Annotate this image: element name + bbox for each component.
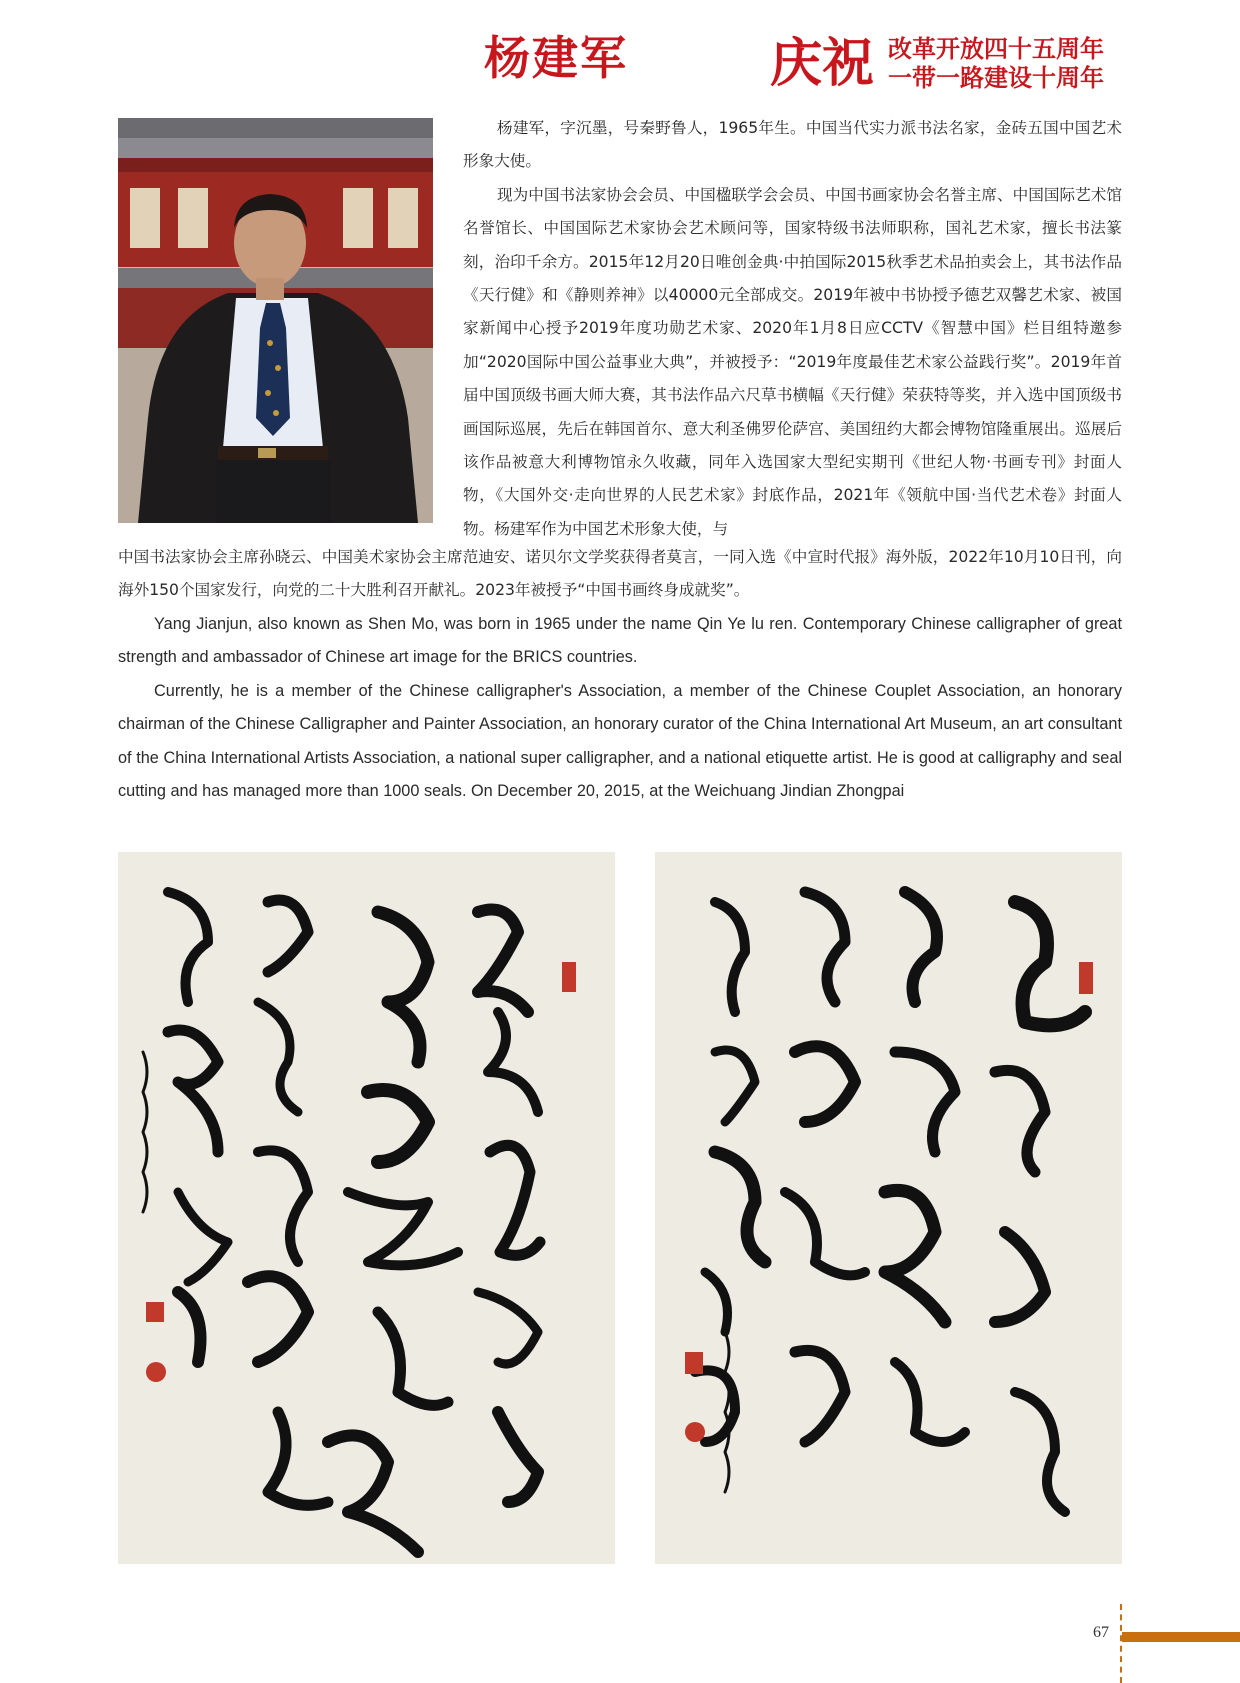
- bio-english-paragraph-2: Currently, he is a member of the Chinese calligrapher's Association, a member of the Chinese Couplet Association, an honorary chairman of the Chinese Calligrapher and Painter Association, an honorary curator of the China International Art Museum, an art consultant of the China International Artists Association, a national super calligrapher, and a national etiquette artist. He is good at calligraphy and seal cutting and has managed more than 1000 seals. On December 20, 2015, at the Weichuang Jindian Zhongpai: [118, 681, 1122, 801]
- bio-chinese-paragraph-1: 杨建军，字沉墨，号秦野鲁人，1965年生。中国当代实力派书法名家，金砖五国中国艺术形象大使。: [463, 119, 1122, 171]
- footer-divider: [1120, 1604, 1122, 1683]
- anniversary-line-1: 改革开放四十五周年: [888, 34, 1104, 63]
- anniversary-line-2: 一带一路建设十周年: [888, 63, 1104, 92]
- footer-accent-bar: [1122, 1632, 1240, 1642]
- artist-portrait-photo: [118, 118, 433, 523]
- bio-english: [118, 608, 1122, 808]
- bio-chinese-continuation: 中国书法家协会主席孙晓云、中国美术家协会主席范迪安、诺贝尔文学奖获得者莫言，一同入选《中宣时代报》海外版，2022年10月10日刊，向海外150个国家发行，向党的二十大胜利召开献礼。2023年被授予“中国书画终身成就奖”。: [118, 548, 1122, 600]
- bio-chinese-paragraph-2: 现为中国书法家协会会员、中国楹联学会会员、中国书画家协会名誉主席、中国国际艺术馆名誉馆长、中国国际艺术家协会艺术顾问等，国家特级书法师职称，国礼艺术家，擅长书法篆刻，治印千余方。2015年12月20日唯创金典·中拍国际2015秋季艺术品拍卖会上，其书法作品《天行健》和《静则养神》以40000元全部成交。2019年被中书协授予德艺双馨艺术家、被国家新闻中心授予2019年度功勋艺术家、2020年1月8日应CCTV《智慧中国》栏目组特邀参加“2020国际中国公益事业大典”，并被授予：“2019年度最佳艺术家公益践行奖”。2019年首届中国顶级书画大师大赛，其书法作品六尺草书横幅《天行健》荣获特等奖，并入选中国顶级书画国际巡展，先后在韩国首尔、意大利圣佛罗伦萨宫、美国纽约大都会博物馆隆重展出。巡展后该作品被意大利博物馆永久收藏，同年入选国家大型纪实期刊《世纪人物·书画专刊》封面人物，《大国外交·走向世界的人民艺术家》封底作品，2021年《领航中国·当代艺术卷》封面人物。杨建军作为中国艺术形象大使，与: [463, 185, 1122, 538]
- page-number: 67: [1093, 1624, 1109, 1641]
- calligraphy-artwork-left: [118, 852, 615, 1564]
- calligraphy-artwork-right: [655, 852, 1122, 1564]
- artist-name-title: 杨建军: [484, 31, 628, 85]
- bio-english-paragraph-1: Yang Jianjun, also known as Shen Mo, was born in 1965 under the name Qin Ye lu ren. Contemporary Chinese calligrapher of great strength and ambassador of Chinese art image for the BRICS countries.: [118, 615, 1122, 667]
- celebrate-title: 庆祝: [770, 33, 875, 94]
- anniversary-lines: [888, 34, 1104, 92]
- bio-chinese-column: [463, 112, 1122, 546]
